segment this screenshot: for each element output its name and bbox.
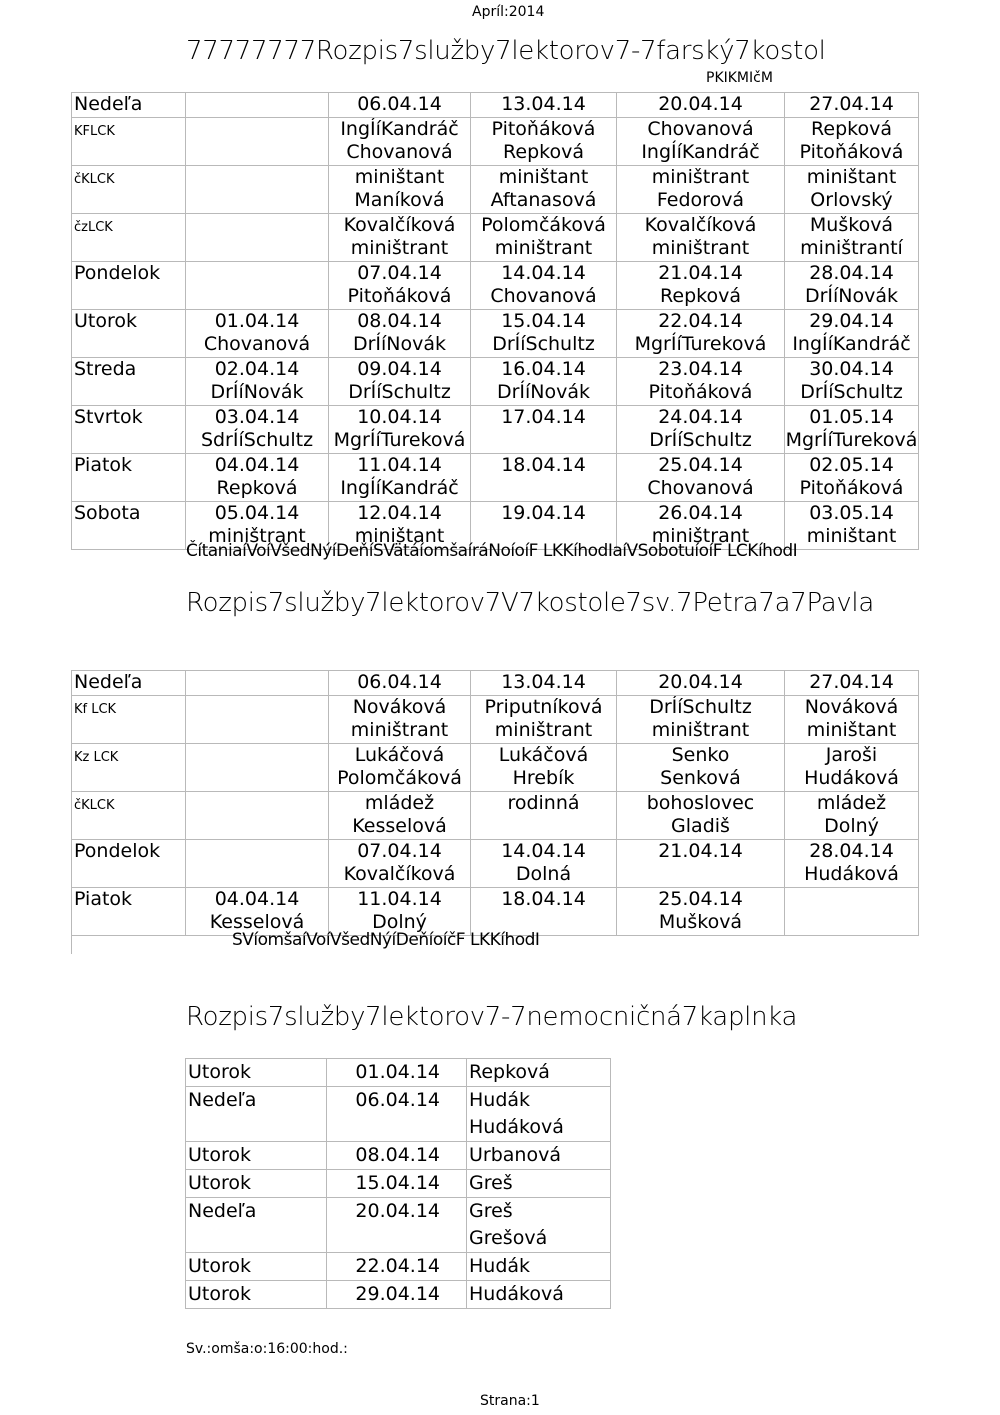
table-cell <box>471 357 617 405</box>
table-row <box>72 165 919 213</box>
table-cell <box>329 839 471 887</box>
cell-line-primary <box>785 888 918 912</box>
cell-line-primary <box>186 744 328 768</box>
cell-line-primary: 19.04.14 <box>501 501 586 524</box>
cell-line-primary: 06.04.14 <box>357 671 442 693</box>
row-label <box>72 213 186 261</box>
cell-line-secondary: Hudáková <box>804 863 899 885</box>
table-cell <box>329 791 471 839</box>
cell-line-primary: 24.04.14 <box>658 405 743 428</box>
cell-line-primary: 21.04.14 <box>658 839 743 862</box>
cell-line-primary: miništant <box>354 165 445 188</box>
month-header: Apríl:2014 <box>472 4 545 20</box>
table-cell <box>186 309 329 357</box>
cell-line-primary: 15.04.14 <box>501 309 586 332</box>
footnote-petra-pavla: SVíomšaíVoíVšedNýíDeňíoíčF LKKíhodI <box>232 930 540 950</box>
cell-line-primary: 09.04.14 <box>357 357 442 380</box>
cell-line-primary: miništant <box>498 165 589 188</box>
cell-line-secondary: Chovanová <box>346 141 453 163</box>
table-cell <box>186 453 329 501</box>
reader-name: Hudák <box>469 1089 531 1111</box>
cell-line-secondary: DrÍíSchultz <box>492 333 595 355</box>
cell-line-secondary: Chovanová <box>490 285 597 307</box>
cell-line-primary <box>186 93 328 117</box>
table-cell <box>785 405 919 453</box>
row-label <box>72 695 186 743</box>
table-cell <box>785 165 919 213</box>
day-cell: Utorok <box>186 1253 327 1281</box>
cell-line-secondary: Maníková <box>354 189 445 211</box>
table-cell <box>186 791 329 839</box>
cell-line-secondary: Orlovský <box>810 189 893 211</box>
cell-line-secondary: miništrant <box>208 525 306 547</box>
table-row <box>72 261 919 309</box>
reader-name: Hudáková <box>469 1283 564 1305</box>
cell-line-secondary: Kovalčíková <box>343 863 456 885</box>
cell-line-primary: Repková <box>811 117 892 140</box>
cell-line-primary: 21.04.14 <box>658 261 743 284</box>
cell-line-secondary: miništrant <box>651 719 750 741</box>
table-row <box>72 743 919 791</box>
cell-line-primary: 28.04.14 <box>809 839 894 862</box>
table-cell <box>785 671 919 696</box>
cell-line-primary: 27.04.14 <box>809 671 894 693</box>
table-cell <box>785 743 919 791</box>
table-cell <box>471 695 617 743</box>
cell-line-primary <box>186 166 328 190</box>
cell-line-secondary: Repková <box>216 477 298 499</box>
names-cell <box>467 1142 611 1170</box>
reader-name: Grešová <box>469 1227 548 1249</box>
table-cell <box>471 165 617 213</box>
cell-line-secondary: IngÍíKandráč <box>792 333 911 355</box>
date-cell: 20.04.14 <box>327 1198 467 1253</box>
cell-line-primary: 17.04.14 <box>501 405 586 428</box>
schedule-table-farsky <box>71 92 919 550</box>
table-cell <box>186 887 329 935</box>
cell-line-secondary: miništrant <box>651 237 750 259</box>
table-cell <box>617 405 785 453</box>
cell-line-primary: miništrant <box>651 165 750 188</box>
cell-line-primary: DrÍíSchultz <box>649 695 752 718</box>
cell-line-primary: miništant <box>806 165 897 188</box>
cell-line-secondary: miništrant <box>494 237 593 259</box>
row-label: Nedeľa <box>72 93 186 118</box>
cell-line-primary: 06.04.14 <box>357 93 442 115</box>
table-cell <box>186 213 329 261</box>
cell-line-primary: 14.04.14 <box>501 839 586 862</box>
cell-line-primary: Priputníková <box>484 695 603 718</box>
cell-line-secondary: Senková <box>660 767 741 789</box>
schedule-table-petra-pavla <box>71 670 919 936</box>
row-label <box>72 117 186 165</box>
table-cell <box>186 695 329 743</box>
table-cell <box>186 93 329 118</box>
row-label-code: čKLCK <box>74 797 115 813</box>
table-cell <box>471 887 617 935</box>
table-row <box>72 213 919 261</box>
cell-line-primary: Senko <box>671 743 730 766</box>
cell-line-primary: Kovalčíková <box>343 213 456 236</box>
table-row <box>72 309 919 357</box>
row-label: Piatok <box>72 887 186 935</box>
table-cell <box>329 887 471 935</box>
cell-line-primary: Chovanová <box>647 117 754 140</box>
table-cell <box>617 165 785 213</box>
cell-line-primary: 05.04.14 <box>214 501 300 524</box>
cell-line-secondary: DrÍíNovák <box>352 333 447 355</box>
table-cell <box>617 261 785 309</box>
table-cell <box>617 117 785 165</box>
table-cell <box>329 671 471 696</box>
cell-line-primary <box>186 840 328 864</box>
table-cell <box>785 839 919 887</box>
cell-line-primary: 08.04.14 <box>357 309 442 332</box>
day-cell: Utorok <box>186 1059 327 1087</box>
date-cell: 22.04.14 <box>327 1253 467 1281</box>
cell-line-primary: bohoslovec <box>646 791 755 814</box>
date-cell: 15.04.14 <box>327 1170 467 1198</box>
table-row <box>72 791 919 839</box>
cell-line-primary: Nováková <box>804 695 899 718</box>
table-row <box>186 1170 611 1198</box>
cell-line-secondary: Aftanasová <box>490 189 597 211</box>
table-cell <box>617 93 785 118</box>
cell-line-secondary: Kesselová <box>352 815 447 837</box>
row-label: Pondelok <box>72 839 186 887</box>
cell-line-secondary: DrÍíNovák <box>804 285 899 307</box>
cell-line-secondary: DrÍíSchultz <box>348 381 451 403</box>
table-row <box>186 1281 611 1309</box>
table-cell <box>617 887 785 935</box>
cell-line-secondary: miništrantí <box>800 237 903 259</box>
cell-line-secondary: miništrant <box>350 719 449 741</box>
row-label-code: Kz LCK <box>74 749 119 765</box>
cell-line-primary: 14.04.14 <box>501 261 586 284</box>
date-cell: 01.04.14 <box>327 1059 467 1087</box>
table-row <box>72 117 919 165</box>
cell-line-primary: 01.04.14 <box>214 309 300 332</box>
cell-line-primary: 13.04.14 <box>501 93 586 115</box>
cell-line-primary: 04.04.14 <box>214 453 300 476</box>
names-cell <box>467 1059 611 1087</box>
table-cell <box>186 357 329 405</box>
cell-line-primary: Jaroši <box>825 743 878 766</box>
cell-line-primary: 02.04.14 <box>214 357 300 380</box>
footnote-nemocnicna: Sv.:omša:o:16:00:hod.: <box>186 1341 348 1357</box>
cell-line-primary: 25.04.14 <box>658 453 743 476</box>
row-label-code: KFLCK <box>74 123 115 139</box>
cell-line-primary: 23.04.14 <box>658 357 743 380</box>
date-cell: 08.04.14 <box>327 1142 467 1170</box>
day-cell: Utorok <box>186 1142 327 1170</box>
cell-line-secondary: DrÍíSchultz <box>649 429 752 451</box>
table-row <box>186 1087 611 1142</box>
cell-line-secondary: MgrÍíTureková <box>634 333 767 355</box>
day-cell: Nedeľa <box>186 1198 327 1253</box>
table-cell <box>471 839 617 887</box>
cell-line-secondary: Fedorová <box>656 189 745 211</box>
table-cell <box>186 165 329 213</box>
date-cell: 06.04.14 <box>327 1087 467 1142</box>
names-cell <box>467 1087 611 1142</box>
table-cell <box>785 453 919 501</box>
cell-line-primary: 04.04.14 <box>214 887 300 910</box>
cell-line-primary: Polomčáková <box>481 213 606 236</box>
table-cell <box>329 165 471 213</box>
table-cell <box>329 117 471 165</box>
cell-line-primary <box>186 118 328 142</box>
section-title-farsky: 77777777Rozpis7služby7lektorov7-7farský7kostol <box>186 36 826 66</box>
cell-line-primary: Nováková <box>352 695 447 718</box>
table-cell <box>471 791 617 839</box>
cell-line-secondary: Pitoňáková <box>799 477 904 499</box>
table-cell <box>617 839 785 887</box>
table-cell <box>785 501 919 549</box>
cell-line-secondary: Repková <box>503 141 584 163</box>
cell-line-primary: Pitoňáková <box>491 117 596 140</box>
names-cell <box>467 1253 611 1281</box>
cell-line-secondary: SdrÍíSchultz <box>200 429 314 451</box>
row-label <box>72 165 186 213</box>
cell-line-primary: 12.04.14 <box>357 501 442 524</box>
row-label <box>72 791 186 839</box>
table-row <box>186 1142 611 1170</box>
cell-line-secondary: Dolná <box>515 863 572 885</box>
cell-line-primary <box>186 696 328 720</box>
cell-line-secondary: Dolný <box>372 911 427 933</box>
page-number: Strana:1 <box>480 1393 540 1409</box>
table-cell <box>617 453 785 501</box>
cell-line-secondary: Pitoňáková <box>648 381 753 403</box>
cell-line-secondary: miništant <box>806 719 897 741</box>
table-cell <box>617 743 785 791</box>
cell-line-primary: 11.04.14 <box>357 453 442 476</box>
cell-line-secondary: DrÍíNovák <box>210 381 304 403</box>
table-cell <box>471 93 617 118</box>
columns-header: PKIKMIčM <box>706 70 773 86</box>
row-label-code: čzLCK <box>74 219 113 235</box>
cell-line-primary: 20.04.14 <box>658 93 743 115</box>
day-cell: Utorok <box>186 1281 327 1309</box>
table-cell <box>617 309 785 357</box>
cell-line-primary: 25.04.14 <box>658 887 743 910</box>
cell-line-primary: 03.04.14 <box>214 405 300 428</box>
table-cell <box>186 839 329 887</box>
reader-name: Repková <box>469 1061 550 1083</box>
table-cell <box>785 309 919 357</box>
row-label: Utorok <box>72 309 186 357</box>
date-cell: 29.04.14 <box>327 1281 467 1309</box>
schedule-table-nemocnicna <box>185 1058 611 1309</box>
table-cell <box>186 743 329 791</box>
table-cell <box>785 695 919 743</box>
footnote-farsky: ČítaniaíVoíVšedNýíDeňíSVätáíomšaíráNoíoíF LKKíhodIaíVSobotuíoíF LCKíhodI <box>186 541 798 561</box>
names-cell <box>467 1198 611 1253</box>
table-cell <box>471 405 617 453</box>
table-row <box>72 93 919 118</box>
cell-line-secondary: Chovanová <box>647 477 754 499</box>
table-cell <box>785 261 919 309</box>
table-row <box>72 887 919 935</box>
table-row <box>186 1059 611 1087</box>
reader-name: Greš <box>469 1200 513 1222</box>
row-label-code: čKLCK <box>74 171 115 187</box>
cell-line-secondary: miništrant <box>350 237 449 259</box>
table-cell <box>186 117 329 165</box>
table-cell <box>329 309 471 357</box>
cell-line-primary: 03.05.14 <box>809 501 894 524</box>
cell-line-secondary: Pitoňáková <box>347 285 452 307</box>
table-cell <box>329 261 471 309</box>
cell-line-primary: 10.04.14 <box>357 405 442 428</box>
cell-line-primary: mládež <box>364 791 435 814</box>
table-cell <box>617 213 785 261</box>
cell-line-primary <box>186 214 328 238</box>
cell-line-primary: 30.04.14 <box>809 357 894 380</box>
cell-line-secondary: Hudáková <box>804 767 899 789</box>
table-cell <box>785 93 919 118</box>
cell-line-secondary: Dolný <box>824 815 879 837</box>
row-label: Pondelok <box>72 261 186 309</box>
table-row <box>72 357 919 405</box>
cell-line-secondary: Pitoňáková <box>799 141 904 163</box>
cell-line-primary: Lukáčová <box>354 743 445 766</box>
table-cell <box>186 671 329 696</box>
table-cell <box>617 357 785 405</box>
cell-line-primary: 16.04.14 <box>501 357 586 380</box>
table-cell <box>617 671 785 696</box>
table-cell <box>471 671 617 696</box>
table-cell <box>186 261 329 309</box>
reader-name: Hudáková <box>469 1116 564 1138</box>
day-cell: Nedeľa <box>186 1087 327 1142</box>
table-cell <box>329 743 471 791</box>
cell-line-primary: 13.04.14 <box>501 671 586 693</box>
cell-line-secondary: MgrÍíTureková <box>785 429 918 451</box>
table-row <box>72 839 919 887</box>
cell-line-secondary: Kesselová <box>209 911 305 933</box>
table-cell <box>785 213 919 261</box>
cell-line-secondary: IngÍíKandráč <box>641 141 760 163</box>
cell-line-primary <box>186 792 328 816</box>
row-label-code: Kf LCK <box>74 701 117 717</box>
table-cell <box>471 117 617 165</box>
cell-line-primary: Kovalčíková <box>644 213 757 236</box>
cell-line-secondary: miništant <box>354 525 445 547</box>
table-cell <box>329 405 471 453</box>
cell-line-secondary: miništrant <box>651 525 750 547</box>
cell-line-primary <box>186 262 328 286</box>
cell-line-primary: 29.04.14 <box>809 309 894 332</box>
cell-line-primary: rodinná <box>507 791 580 814</box>
cell-line-secondary: IngÍíKandráč <box>340 477 459 499</box>
table-cell <box>785 791 919 839</box>
table-cell <box>471 261 617 309</box>
reader-name: Hudák <box>469 1255 531 1277</box>
cell-line-primary: 18.04.14 <box>501 887 586 910</box>
table-row <box>72 671 919 696</box>
row-label <box>72 743 186 791</box>
cell-line-primary: 01.05.14 <box>809 405 894 428</box>
cell-line-primary: Mušková <box>809 213 894 236</box>
cell-line-secondary: Hrebík <box>512 767 575 789</box>
names-cell <box>467 1170 611 1198</box>
table-row <box>186 1253 611 1281</box>
cell-line-primary: 18.04.14 <box>501 453 586 476</box>
cell-line-secondary: Chovanová <box>203 333 311 355</box>
table-cell <box>471 309 617 357</box>
cell-line-primary: 07.04.14 <box>357 839 442 862</box>
cell-line-primary: mládež <box>816 791 887 814</box>
day-cell: Utorok <box>186 1170 327 1198</box>
table-cell <box>617 791 785 839</box>
cell-line-secondary: DrÍíNovák <box>496 381 591 403</box>
table-cell <box>471 213 617 261</box>
table-cell <box>329 93 471 118</box>
cell-line-primary: 02.05.14 <box>809 453 894 476</box>
cell-line-secondary: DrÍíSchultz <box>800 381 903 403</box>
section-title-nemocnicna: Rozpis7služby7lektorov7-7nemocničná7kaplnka <box>186 1002 798 1032</box>
table-cell <box>186 405 329 453</box>
table-cell <box>471 743 617 791</box>
reader-name: Greš <box>469 1172 513 1194</box>
table-row <box>72 453 919 501</box>
cell-line-primary: 28.04.14 <box>809 261 894 284</box>
table-cell <box>329 453 471 501</box>
names-cell <box>467 1281 611 1309</box>
cell-line-secondary: Mušková <box>658 911 743 933</box>
cell-line-primary: Lukáčová <box>498 743 589 766</box>
table-cell <box>785 117 919 165</box>
cell-line-secondary: miništrant <box>494 719 593 741</box>
cell-line-primary: 27.04.14 <box>809 93 894 115</box>
table-edge <box>71 930 72 954</box>
cell-line-secondary: Polomčáková <box>337 767 462 789</box>
section-title-petra-pavla: Rozpis7služby7lektorov7V7kostole7sv.7Petra7a7Pavla <box>186 588 874 618</box>
table-row <box>72 695 919 743</box>
row-label: Stvrtok <box>72 405 186 453</box>
table-cell <box>471 453 617 501</box>
cell-line-primary: 26.04.14 <box>658 501 743 524</box>
cell-line-primary <box>186 671 328 695</box>
cell-line-secondary: MgrÍíTureková <box>333 429 466 451</box>
cell-line-secondary: Gladiš <box>671 815 730 837</box>
row-label: Sobota <box>72 501 186 549</box>
row-label: Streda <box>72 357 186 405</box>
table-row <box>186 1198 611 1253</box>
cell-line-primary: 11.04.14 <box>357 887 442 910</box>
row-label: Piatok <box>72 453 186 501</box>
reader-name: Urbanová <box>469 1144 561 1166</box>
cell-line-secondary: miništant <box>806 525 897 547</box>
table-cell <box>785 887 919 935</box>
cell-line-primary: 07.04.14 <box>357 261 442 284</box>
table-cell <box>617 695 785 743</box>
table-cell <box>329 695 471 743</box>
cell-line-primary: IngÍíKandráč <box>340 117 459 140</box>
cell-line-secondary: Repková <box>660 285 741 307</box>
table-cell <box>329 213 471 261</box>
cell-line-primary: 22.04.14 <box>658 309 743 332</box>
table-cell <box>329 357 471 405</box>
table-row <box>72 405 919 453</box>
row-label: Nedeľa <box>72 671 186 696</box>
table-cell <box>785 357 919 405</box>
cell-line-primary: 20.04.14 <box>658 671 743 693</box>
